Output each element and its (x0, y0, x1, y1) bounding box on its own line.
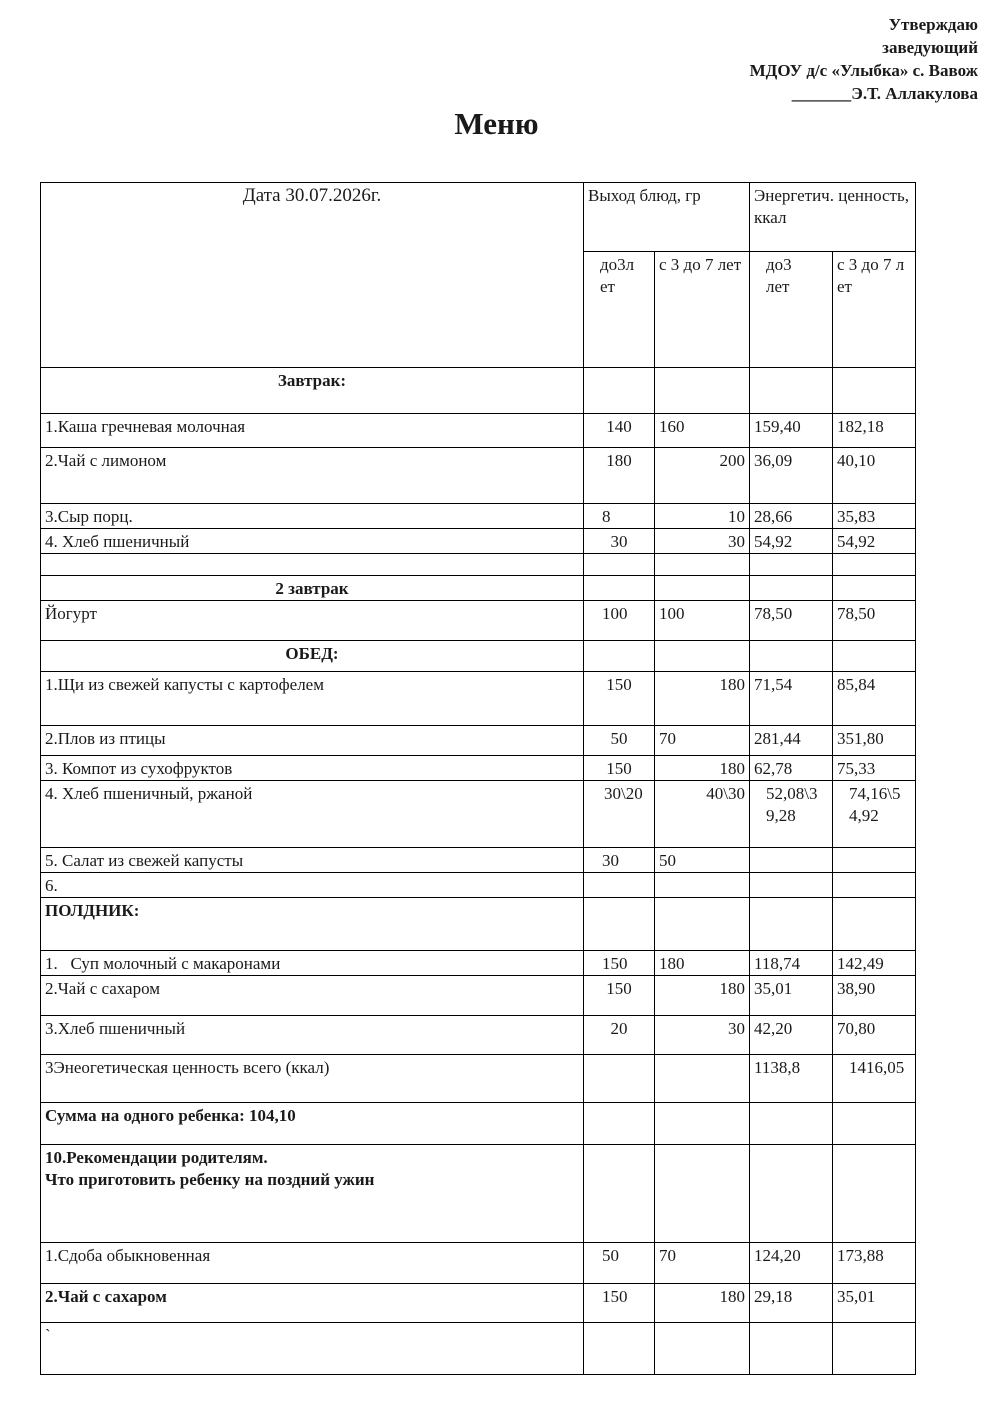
yield-3to7: 200 (655, 448, 750, 504)
table-row (41, 848, 916, 873)
energy-3to7: 74,16\5 4,92 (833, 781, 916, 848)
age-under3-energy: до3лет (750, 252, 833, 368)
yield-under3: 50 (584, 1243, 655, 1284)
yield-under3: 150 (584, 756, 655, 781)
yield-under3: 150 (584, 672, 655, 726)
energy-under3: 62,78 (750, 756, 833, 781)
page-title: Меню (454, 106, 539, 141)
energy-under3: 71,54 (750, 672, 833, 726)
recommendations-title: 10.Рекомендации родителям. (45, 1148, 268, 1167)
dish-name: ` (41, 1323, 584, 1375)
header-row (41, 183, 916, 252)
energy-3to7: 54,92 (833, 529, 916, 554)
dish-name: 1.Сдоба обыкновенная (41, 1243, 584, 1284)
dish-name: Йогурт (41, 601, 584, 641)
energy-under3: 52,08\3 9,28 (750, 781, 833, 848)
yield-3to7: 10 (655, 504, 750, 529)
approval-block (750, 13, 978, 105)
section-lunch: ОБЕД: (41, 641, 584, 672)
yield-3to7: 70 (655, 1243, 750, 1284)
yield-3to7: 160 (655, 414, 750, 448)
sum-row (41, 1103, 916, 1145)
energy-under3: 159,40 (750, 414, 833, 448)
dish-name: 2.Чай с сахаром (41, 976, 584, 1016)
sum-per-child: Сумма на одного ребенка: 104,10 (41, 1103, 584, 1145)
total-energy-3to7: 1416,05 (833, 1055, 916, 1103)
dish-name: 4. Хлеб пшеничный (41, 529, 584, 554)
yield-3to7: 180 (655, 672, 750, 726)
age-3to7-energy: с 3 до 7 лет (833, 252, 916, 368)
energy-3to7: 351,80 (833, 726, 916, 756)
menu-table (40, 182, 916, 1375)
table-row (41, 726, 916, 756)
total-energy-under3: 1138,8 (750, 1055, 833, 1103)
dish-name: 1. Суп молочный с макаронами (41, 951, 584, 976)
dish-name: 1.Щи из свежей капусты с картофелем (41, 672, 584, 726)
table-row (41, 1323, 916, 1375)
energy-under3: 124,20 (750, 1243, 833, 1284)
table-row (41, 1243, 916, 1284)
recommendations (41, 1145, 584, 1243)
total-energy-label: 3Энеогетическая ценность всего (ккал) (41, 1055, 584, 1103)
approval-line-1: Утверждаю (888, 15, 978, 34)
yield-3to7: 30 (655, 529, 750, 554)
energy-under3 (750, 848, 833, 873)
dish-name: 3. Компот из сухофруктов (41, 756, 584, 781)
dish-name: 2.Чай с сахаром (41, 1284, 584, 1323)
section-breakfast-2: 2 завтрак (41, 576, 584, 601)
yield-under3: 20 (584, 1016, 655, 1055)
yield-3to7: 180 (655, 951, 750, 976)
energy-3to7: 40,10 (833, 448, 916, 504)
table-row (41, 781, 916, 848)
dish-name: 1.Каша гречневая молочная (41, 414, 584, 448)
energy-under3: 29,18 (750, 1284, 833, 1323)
dish-name: 2.Чай с лимоном (41, 448, 584, 504)
yield-3to7: 30 (655, 1016, 750, 1055)
yield-3to7: 180 (655, 756, 750, 781)
yield-under3: 180 (584, 448, 655, 504)
dish-name: 2.Плов из птицы (41, 726, 584, 756)
energy-under3: 28,66 (750, 504, 833, 529)
yield-under3: 150 (584, 1284, 655, 1323)
yield-3to7: 100 (655, 601, 750, 641)
energy-3to7: 78,50 (833, 601, 916, 641)
dish-name: 3.Сыр порц. (41, 504, 584, 529)
energy-3to7: 182,18 (833, 414, 916, 448)
table-row (41, 448, 916, 504)
energy-3to7: 142,49 (833, 951, 916, 976)
energy-under3: 118,74 (750, 951, 833, 976)
table-row (41, 601, 916, 641)
section-snack: ПОЛДНИК: (41, 898, 584, 951)
yield-3to7: 70 (655, 726, 750, 756)
section-row (41, 898, 916, 951)
table-row (41, 756, 916, 781)
energy-3to7: 35,01 (833, 1284, 916, 1323)
table-row (41, 414, 916, 448)
section-row (41, 576, 916, 601)
yield-under3: 30 (584, 848, 655, 873)
energy-under3: 54,92 (750, 529, 833, 554)
section-row (41, 641, 916, 672)
age-under3-yield: до3лет (584, 252, 655, 368)
recommendations-subtitle: Что приготовить ребенку на поздний ужин (45, 1170, 375, 1189)
table-row (41, 873, 916, 898)
energy-under3: 36,09 (750, 448, 833, 504)
approval-line-3: МДОУ д/с «Улыбка» с. Вавож (749, 61, 978, 80)
date-cell: Дата 30.07.2026г. (41, 183, 584, 368)
dish-name: 4. Хлеб пшеничный, ржаной (41, 781, 584, 848)
yield-under3: 150 (584, 951, 655, 976)
table-row (41, 951, 916, 976)
empty-row (41, 554, 916, 576)
energy-under3: 42,20 (750, 1016, 833, 1055)
energy-3to7: 173,88 (833, 1243, 916, 1284)
dish-name: 5. Салат из свежей капусты (41, 848, 584, 873)
table-row (41, 1284, 916, 1323)
energy-header: Энергетич. ценность, ккал (750, 183, 916, 252)
yield-3to7: 180 (655, 976, 750, 1016)
yield-under3: 100 (584, 601, 655, 641)
energy-under3: 35,01 (750, 976, 833, 1016)
energy-3to7: 85,84 (833, 672, 916, 726)
table-row (41, 529, 916, 554)
section-breakfast: Завтрак: (41, 368, 584, 414)
approval-line-4: _______Э.Т. Аллакулова (791, 84, 978, 103)
yield-under3: 150 (584, 976, 655, 1016)
total-row (41, 1055, 916, 1103)
energy-under3: 78,50 (750, 601, 833, 641)
dish-name: 6. (41, 873, 584, 898)
energy-3to7: 35,83 (833, 504, 916, 529)
table-row (41, 976, 916, 1016)
yield-3to7: 180 (655, 1284, 750, 1323)
energy-under3: 281,44 (750, 726, 833, 756)
energy-3to7: 38,90 (833, 976, 916, 1016)
yield-under3: 50 (584, 726, 655, 756)
dish-name: 3.Хлеб пшеничный (41, 1016, 584, 1055)
energy-3to7: 70,80 (833, 1016, 916, 1055)
yield-under3: 140 (584, 414, 655, 448)
age-3to7-yield: с 3 до 7 лет (655, 252, 750, 368)
table-row (41, 504, 916, 529)
energy-3to7: 75,33 (833, 756, 916, 781)
yield-under3: 30\20 (584, 781, 655, 848)
yield-under3: 30 (584, 529, 655, 554)
table-row (41, 672, 916, 726)
recommendations-row (41, 1145, 916, 1243)
yield-under3: 8 (584, 504, 655, 529)
energy-3to7 (833, 848, 916, 873)
section-row (41, 368, 916, 414)
yield-header: Выход блюд, гр (584, 183, 750, 252)
yield-3to7: 50 (655, 848, 750, 873)
approval-line-2: заведующий (882, 38, 978, 57)
yield-3to7: 40\30 (655, 781, 750, 848)
table-row (41, 1016, 916, 1055)
